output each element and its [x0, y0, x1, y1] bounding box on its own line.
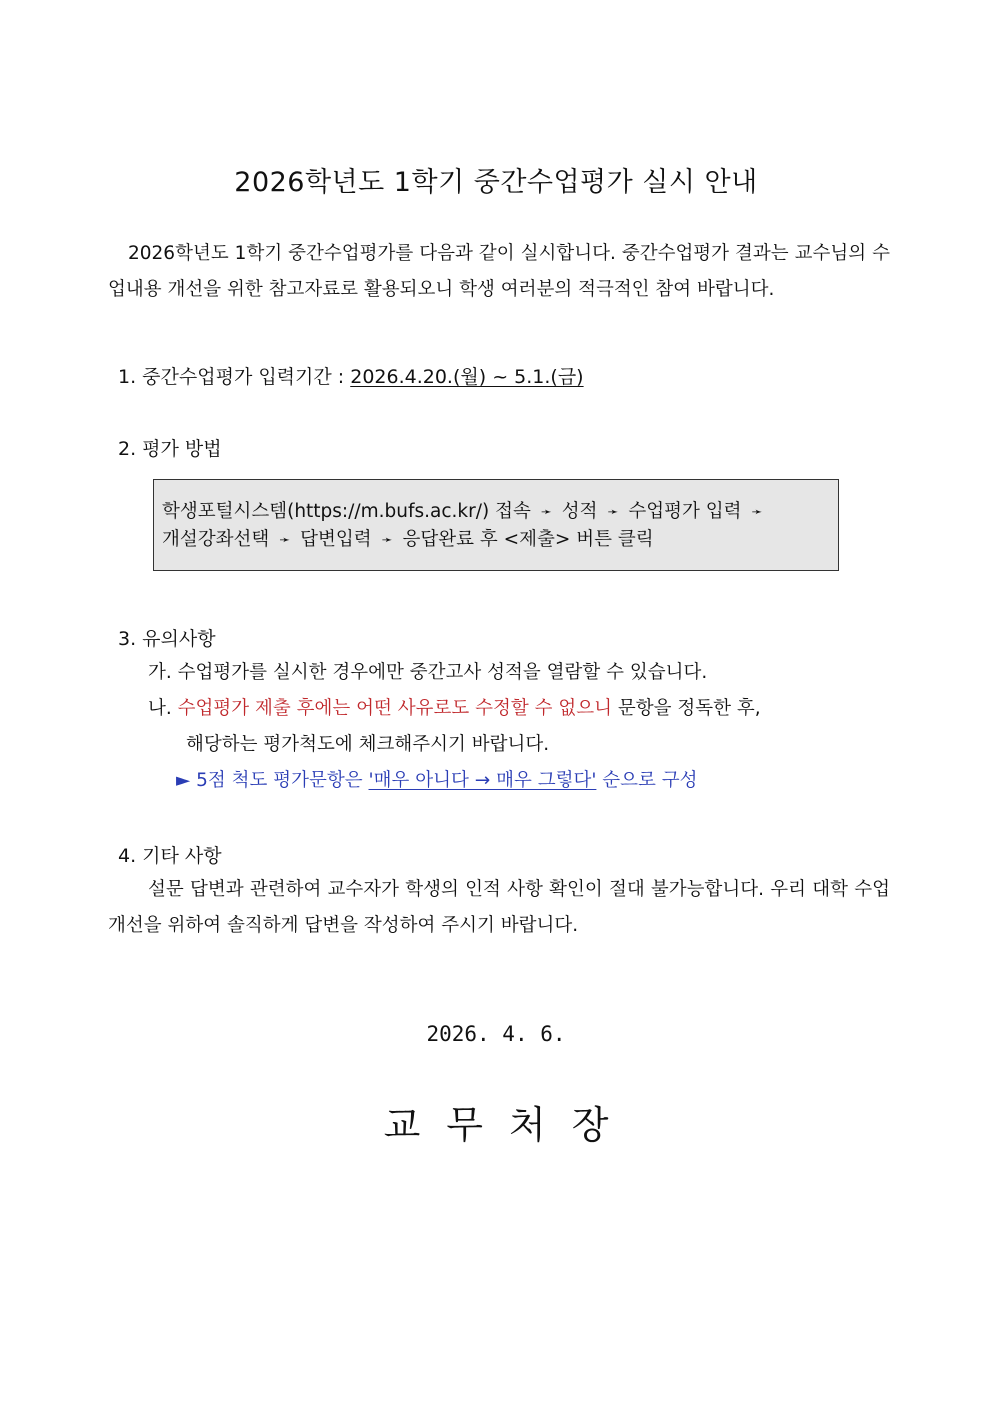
step-grades: 성적	[561, 501, 598, 522]
section-method-heading: 2. 평가 방법	[118, 438, 222, 460]
scale-note-suffix: 순으로 구성	[596, 770, 698, 791]
intro-paragraph	[108, 236, 890, 308]
method-steps-line-1	[162, 498, 830, 526]
section-other-heading: 4. 기타 사항	[118, 845, 222, 867]
note-item-b-prefix: 나.	[148, 698, 178, 719]
note-item-b-rest: 문항을 정독한 후,	[611, 698, 761, 719]
period-heading: 1. 중간수업평가 입력기간 :	[118, 366, 351, 388]
step-submit: 응답완료 후 <제출> 버튼 클릭	[402, 529, 654, 550]
scale-note	[176, 763, 698, 799]
step-select-course: 개설강좌선택	[162, 529, 270, 550]
method-steps-box	[153, 479, 839, 571]
issuer-signature: 교무처장	[383, 1103, 635, 1147]
arrow-icon: ➛	[279, 533, 291, 548]
arrow-icon: ➛	[540, 505, 552, 520]
arrow-icon: ➛	[381, 533, 393, 548]
note-item-b-warning: 수업평가 제출 후에는 어떤 사유로도 수정할 수 없으니	[177, 698, 612, 719]
notice-date: 2026. 4. 6.	[426, 1022, 566, 1046]
other-text: 설문 답변과 관련하여 교수자가 학생의 인적 사항 확인이 절대 불가능합니다. 우리 대학 수업 개선을 위하여 솔직하게 답변을 작성하여 주시기 바랍니다.	[108, 879, 890, 936]
other-paragraph	[108, 872, 890, 944]
section-notes-heading: 3. 유의사항	[118, 628, 216, 650]
arrow-icon: ➛	[607, 505, 619, 520]
step-enter-answers: 답변입력	[300, 529, 372, 550]
period-dates: 2026.4.20.(월) ~ 5.1.(금)	[350, 366, 584, 388]
section-period	[118, 362, 584, 389]
arrow-icon: ➛	[751, 505, 763, 520]
intro-text: 2026학년도 1학기 중간수업평가를 다음과 같이 실시합니다. 중간수업평가 결과는 교수님의 수업내용 개선을 위한 참고자료로 활용되오니 학생 여러분의 적극적인 참여 바랍니다.	[108, 243, 890, 300]
note-item-a: 가. 수업평가를 실시한 경우에만 중간고사 성적을 열람할 수 있습니다.	[148, 662, 708, 683]
note-item-b-continued: 해당하는 평가척도에 체크해주시기 바랍니다.	[186, 734, 550, 755]
method-steps-line-2	[162, 526, 830, 554]
scale-order: '매우 아니다 → 매우 그렇다'	[368, 770, 597, 791]
scale-note-prefix: ► 5점 척도 평가문항은	[176, 770, 369, 791]
notice-title: 2026학년도 1학기 중간수업평가 실시 안내	[234, 167, 758, 198]
step-portal-access: 학생포털시스템(https://m.bufs.ac.kr/) 접속	[162, 501, 531, 522]
step-evaluation-input: 수업평가 입력	[628, 501, 742, 522]
note-item-b	[148, 691, 890, 727]
